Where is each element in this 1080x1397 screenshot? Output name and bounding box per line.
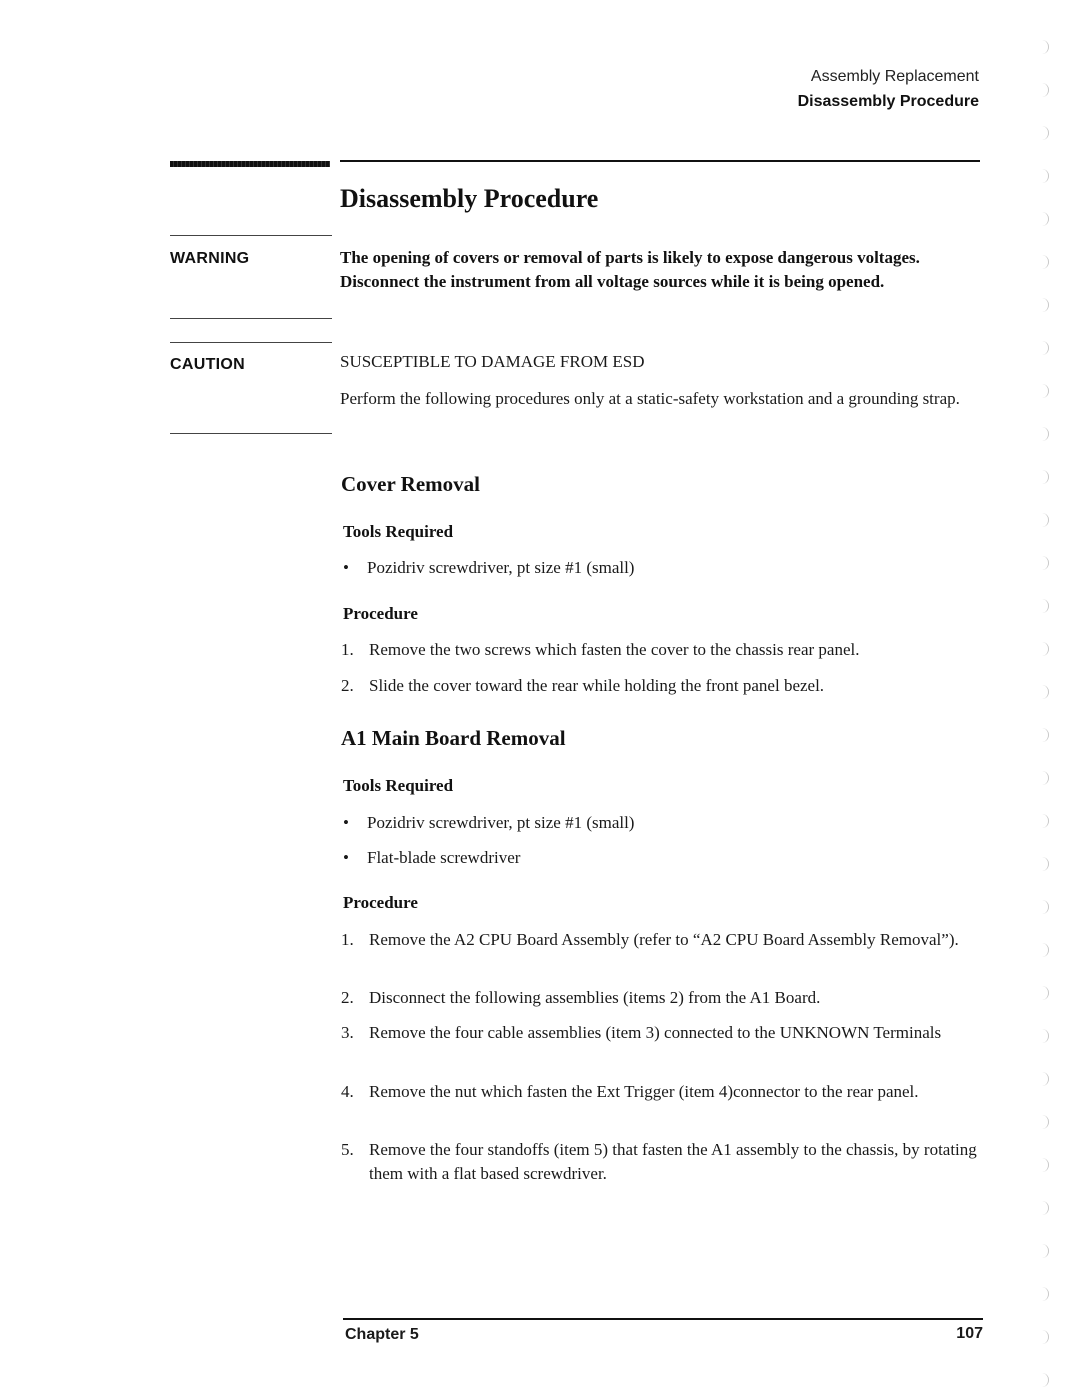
a1-step-number: 4. bbox=[341, 1082, 354, 1101]
scan-mark bbox=[1040, 1330, 1049, 1344]
scan-mark bbox=[1040, 599, 1049, 613]
a1-step bbox=[341, 1021, 981, 1045]
caution-top-rule bbox=[170, 342, 332, 343]
cover-tool-text: Pozidriv screwdriver, pt size #1 (small) bbox=[367, 558, 635, 577]
footer-page-number: 107 bbox=[956, 1325, 983, 1342]
a1-step bbox=[341, 928, 981, 952]
a1-step bbox=[341, 986, 981, 1010]
scan-mark bbox=[1040, 986, 1049, 1000]
scan-mark bbox=[1040, 943, 1049, 957]
scan-mark bbox=[1040, 1201, 1049, 1215]
cover-tool-item bbox=[343, 558, 634, 578]
running-header-section: Assembly Replacement bbox=[810, 68, 979, 85]
scan-mark bbox=[1040, 83, 1049, 97]
scan-mark bbox=[1040, 1029, 1049, 1043]
a1-step-number: 5. bbox=[341, 1140, 354, 1159]
a1-tool-item bbox=[343, 813, 634, 833]
a1-step-text: Remove the four cable assemblies (item 3) connected to the UNKNOWN Terminals bbox=[369, 1023, 942, 1042]
scan-mark bbox=[1040, 255, 1049, 269]
scan-mark bbox=[1040, 513, 1049, 527]
scan-mark bbox=[1040, 900, 1049, 914]
scan-mark bbox=[1040, 1072, 1049, 1086]
a1-tool-text: Flat-blade screwdriver bbox=[367, 848, 521, 867]
running-header-subsection: Disassembly Procedure bbox=[797, 93, 979, 110]
a1-step-text: Remove the four standoffs (item 5) that fasten the A1 assembly to the chassis, by rotating them with a flat based screwdriver. bbox=[369, 1140, 977, 1183]
scan-mark bbox=[1040, 728, 1049, 742]
cover-step bbox=[341, 674, 981, 698]
scan-mark bbox=[1040, 40, 1049, 54]
a1-step bbox=[341, 1138, 981, 1185]
bullet-icon: • bbox=[343, 813, 349, 832]
scan-mark bbox=[1040, 1158, 1049, 1172]
caution-label: CAUTION bbox=[170, 356, 245, 373]
footer-chapter: Chapter 5 bbox=[345, 1326, 419, 1343]
cover-step bbox=[341, 638, 981, 662]
a1-step-text: Disconnect the following assemblies (items 2) from the A1 Board. bbox=[369, 988, 821, 1007]
a1-procedure-heading: Procedure bbox=[343, 893, 418, 912]
header-thin-rule bbox=[340, 160, 980, 162]
a1-step-text: Remove the A2 CPU Board Assembly (refer to “A2 CPU Board Assembly Removal”). bbox=[369, 930, 959, 949]
scan-mark bbox=[1040, 556, 1049, 570]
scan-mark bbox=[1040, 298, 1049, 312]
a1-tools-heading: Tools Required bbox=[343, 776, 454, 795]
scan-mark bbox=[1040, 1244, 1049, 1258]
a1-tool-item bbox=[343, 848, 520, 868]
scan-mark bbox=[1040, 341, 1049, 355]
cover-step-number: 1. bbox=[341, 640, 354, 659]
footer-rule bbox=[343, 1318, 983, 1320]
warning-label: WARNING bbox=[170, 250, 250, 267]
a1-step-number: 1. bbox=[341, 930, 354, 949]
cover-procedure-heading: Procedure bbox=[343, 604, 418, 623]
caution-bottom-rule bbox=[170, 433, 332, 434]
a1-step bbox=[341, 1080, 981, 1104]
warning-top-rule bbox=[170, 235, 332, 236]
cover-step-text: Remove the two screws which fasten the cover to the chassis rear panel. bbox=[369, 640, 860, 659]
scan-mark bbox=[1040, 685, 1049, 699]
caution-text: Perform the following procedures only at a static-safety workstation and a grounding strap. bbox=[340, 389, 960, 408]
scan-mark bbox=[1040, 384, 1049, 398]
scan-mark bbox=[1040, 642, 1049, 656]
caution-heading: SUSCEPTIBLE TO DAMAGE FROM ESD bbox=[340, 352, 645, 371]
page-title: Disassembly Procedure bbox=[340, 184, 599, 213]
bullet-icon: • bbox=[343, 558, 349, 577]
a1-tool-text: Pozidriv screwdriver, pt size #1 (small) bbox=[367, 813, 635, 832]
scan-mark bbox=[1040, 1373, 1049, 1387]
bullet-icon: • bbox=[343, 848, 349, 867]
scan-mark bbox=[1040, 814, 1049, 828]
scan-mark bbox=[1040, 169, 1049, 183]
warning-bottom-rule bbox=[170, 318, 332, 319]
scan-mark bbox=[1040, 1287, 1049, 1301]
scan-mark bbox=[1040, 857, 1049, 871]
cover-tools-heading: Tools Required bbox=[343, 522, 454, 541]
scan-mark bbox=[1040, 470, 1049, 484]
header-thick-rule bbox=[170, 161, 330, 167]
scan-mark bbox=[1040, 1115, 1049, 1129]
cover-step-number: 2. bbox=[341, 676, 354, 695]
a1-step-number: 2. bbox=[341, 988, 354, 1007]
scan-mark bbox=[1040, 771, 1049, 785]
a1-removal-heading: A1 Main Board Removal bbox=[341, 726, 566, 750]
warning-text: The opening of covers or removal of parts is likely to expose dangerous voltages. Disconnect the instrument from all voltage sources while it is being opened. bbox=[340, 248, 920, 291]
scan-mark bbox=[1040, 126, 1049, 140]
scan-mark bbox=[1040, 427, 1049, 441]
scan-mark bbox=[1040, 212, 1049, 226]
a1-step-number: 3. bbox=[341, 1023, 354, 1042]
a1-step-text: Remove the nut which fasten the Ext Trigger (item 4)connector to the rear panel. bbox=[369, 1082, 919, 1101]
cover-removal-heading: Cover Removal bbox=[341, 472, 480, 496]
cover-step-text: Slide the cover toward the rear while holding the front panel bezel. bbox=[369, 676, 825, 695]
